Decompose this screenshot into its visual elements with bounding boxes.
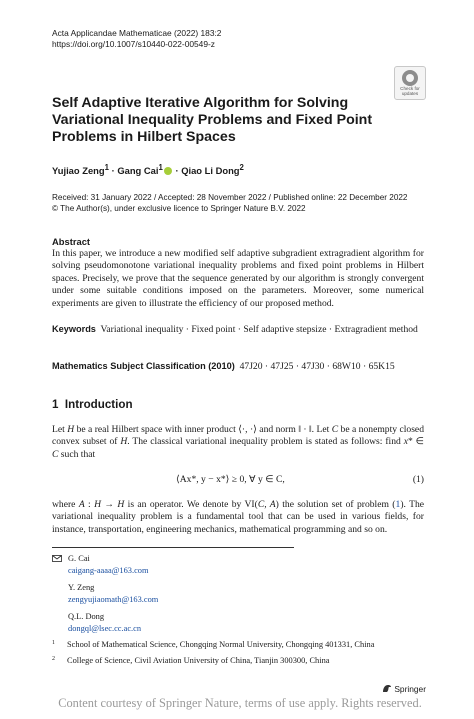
section-title: Introduction (64, 398, 133, 411)
author-name[interactable]: Gang Cai (117, 165, 159, 177)
affiliation-2 (52, 656, 424, 665)
publisher-name: Springer (394, 684, 426, 694)
author-affil-sup: 1 (158, 163, 163, 172)
envelope-icon (52, 555, 62, 562)
equation-number: (1) (412, 474, 424, 485)
check-updates-icon (402, 70, 418, 86)
journal-header (52, 28, 221, 50)
copyright-line: © The Author(s), under exclusive licence to Springer Nature B.V. 2022 (52, 204, 306, 213)
author-separator: · (172, 165, 182, 177)
affiliation-number: 2 (52, 656, 55, 662)
equation-formula: ⟨Ax*, y − x*⟩ ≥ 0, ∀ y ∈ C, (176, 474, 285, 485)
author-affil-sup: 1 (104, 163, 109, 172)
contact-name: G. Cai (68, 554, 90, 563)
contact-email[interactable]: caigang-aaaa@163.com (68, 565, 149, 575)
abstract-text: In this paper, we introduce a new modified self adaptive subgradient extragradient algorithm for solving pseudomonotone variational inequality problems and fixed point problems in Hilbert spaces. Precisely, we prove that the sequence generated by our algorithm is strongly convergent under some suitable conditions imposed on the parameters. Moreover, some numerical experiments are given to illustrate the efficiency of our proposed method. (52, 248, 424, 309)
affiliation-text: College of Science, Civil Aviation University of China, Tianjin 300300, China (67, 656, 330, 665)
contact-name: Q.L. Dong (68, 612, 105, 622)
msc-label: Mathematics Subject Classification (2010) (52, 361, 235, 371)
msc-classification (52, 361, 395, 372)
contact-entry (52, 582, 158, 605)
author-affil-sup: 2 (239, 163, 244, 172)
check-badge-line2: updates (401, 91, 419, 96)
equation-reference-link[interactable]: 1 (395, 499, 401, 510)
doi-link[interactable]: https://doi.org/10.1007/s10440-022-00549-z (52, 39, 215, 49)
author-list (52, 163, 244, 176)
keywords (52, 323, 424, 336)
intro-paragraph-2: where A : H → H is an operator. We denote by VI(C, A) the solution set of problem (1). The variational inequality problem is a fundamental tool that can be used in various fields, for instance, transportation, engineering mechanics, mathematical programming and so on. (52, 499, 425, 535)
contact-entry (52, 611, 158, 634)
contact-list (52, 553, 158, 641)
contact-name: Y. Zeng (68, 583, 95, 593)
keywords-text: Variational inequality · Fixed point · Self adaptive stepsize · Extragradient method (100, 324, 418, 335)
contact-entry (52, 553, 158, 576)
author-separator: · (108, 165, 118, 177)
check-badge-line1: Check for (400, 86, 420, 91)
orcid-icon[interactable] (164, 167, 172, 175)
footnote-divider (52, 547, 294, 548)
publication-history: Received: 31 January 2022 / Accepted: 28 November 2022 / Published online: 22 December 2022 (52, 193, 408, 202)
article-dates (52, 192, 432, 214)
author-name[interactable]: Yujiao Zeng (52, 165, 105, 177)
courtesy-notice: Content courtesy of Springer Nature, terms of use apply. Rights reserved. (58, 696, 422, 710)
intro-paragraph-1: Let H be a real Hilbert space with inner product ⟨·, ·⟩ and norm ‖ · ‖. Let C be a nonempty closed convex subset of H. The classical variational inequality problem is stated as follows: find x* ∈ C such that (52, 424, 424, 460)
affiliation-1 (52, 640, 424, 649)
section-number: 1 (52, 398, 59, 411)
springer-horse-icon (382, 684, 392, 693)
affiliation-number: 1 (52, 640, 55, 646)
contact-email[interactable]: zengyujiaomath@163.com (68, 594, 159, 604)
affiliation-text: School of Mathematical Science, Chongqing Normal University, Chongqing 401331, China (67, 640, 375, 649)
journal-citation: Acta Applicandae Mathematicae (2022) 183:2 (52, 28, 222, 38)
section-heading (52, 398, 133, 411)
author-name[interactable]: Qiao Li Dong (181, 165, 240, 177)
abstract-heading: Abstract (52, 236, 91, 247)
keywords-label: Keywords (52, 324, 96, 334)
contact-email[interactable]: dongql@lsec.cc.ac.cn (68, 623, 142, 633)
springer-logo (382, 684, 426, 694)
msc-codes: 47J20 · 47J25 · 47J30 · 68W10 · 65K15 (239, 361, 395, 372)
equation-1 (52, 474, 424, 488)
check-for-updates-badge[interactable] (394, 66, 426, 100)
paper-title: Self Adaptive Iterative Algorithm for Solving Variational Inequality Problems and Fixed Point Problems in Hilbert Spaces (52, 95, 373, 145)
